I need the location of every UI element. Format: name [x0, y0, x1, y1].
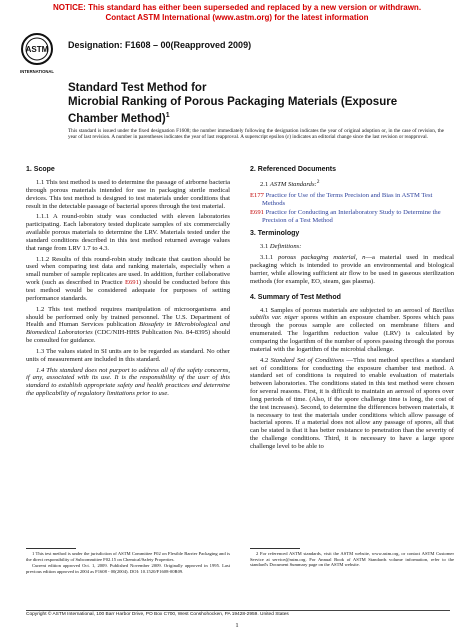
- footnotes-left: [26, 551, 230, 575]
- page-number: 1: [235, 622, 239, 629]
- title-footnote-mark[interactable]: 1: [165, 112, 170, 119]
- title-line-3: Chamber Method)$^1$: [68, 112, 170, 125]
- supersession-notice: [0, 3, 474, 22]
- para-1-2: 1.2 This test method requires manipulation of microorganisms and should be performed only by trained personnel. The U.S. Department of Health and Human Services publication Biosafety in Microbiological and Biomedical Laboratories (CDC/NIH-HHS Publication No. 84-8395) should be consulted for guidance.: [26, 305, 231, 345]
- para-1-1-1: 1.1.1 A round-robin study was conducted with eleven laboratories participating. Each laboratory tested duplicate samples of six commercially available porous materials to determine the LRV. Materials tested under the standard conditions described in this test method returned average values that range from LRV 1.7 to 4.3.: [26, 213, 230, 252]
- footnote-2-mark[interactable]: 2: [316, 179, 320, 185]
- standard-issuance-note: This standard is issued under the fixed designation F1608; the number immediately following the designation indicates the year of original adoption or, in the case of revision, the year of last revision. A number in parentheses indicates the year of last reapproval. A superscript epsilon (ε) indicates an editorial change since the last revision or reapproval.: [68, 128, 444, 141]
- right-column: [250, 166, 454, 454]
- document-title: [68, 82, 448, 126]
- e691-link[interactable]: E691: [124, 279, 139, 287]
- para-3-1-1: 3.1.1 porous packaging material, n—a material used in medical packaging which is intended to provide an environmental and biological barrier, while allowing sufficient air flow to be used in gaseous sterilization methods (for example, EO, steam, gas plasma).: [250, 254, 454, 285]
- svg-text:ASTM: ASTM: [25, 45, 49, 54]
- svg-text:INTERNATIONAL: INTERNATIONAL: [20, 69, 54, 74]
- left-column: [26, 166, 230, 401]
- section-3-heading: 3. Terminology: [250, 230, 300, 238]
- para-4-2: 4.2 Standard Set of Conditions —This test method specifies a standard set of conditions for conducting the exposure chamber test method. A standard set of conditions is required to enable evaluation of materials between laboratories. The conditions stated in this test method were chosen for several reasons. First, it is difficult to maintain an aerosol of spores over long periods of time. (Also, if the spore challenge time is long, the cost of the test increases). Second, to determine the differences between materials, it is necessary to test the materials under conditions which allow passage of bacterial spores. If a material does not allow any passage of spores, all that can be stated is that it has better resistance to penetration than the severity of the challenge conditions. Third, it is necessary to have a large spore challenge level to be able to: [250, 356, 454, 450]
- section-1-heading: 1. Scope: [26, 166, 55, 173]
- title-line-2: Microbial Ranking of Porous Packaging Materials (Exposure: [68, 95, 398, 108]
- footnote-divider-left: [26, 548, 76, 549]
- footnotes-right: [250, 551, 454, 569]
- section-4-heading: 4. Summary of Test Method: [250, 293, 341, 301]
- para-1-4: 1.4 This standard does not purport to address all of the safety concerns, if any, associated with its use. It is the responsibility of the user of this standard to establish appropriate safety and health practices and determine the applicability of regulatory limitations prior to use.: [26, 366, 230, 398]
- footnote-1: 1 This test method is under the jurisdiction of ASTM Committee F02 on Flexible Barrier Packaging and is the direct responsibility of Subcommittee F02.15 on Chemical/Safety Properties.: [26, 551, 230, 562]
- footnote-1-edition: Current edition approved Oct. 1, 2009. Published November 2009. Originally approved in 1995. Last previous edition approved in 2004 as F1608 - 00(2004). DOI: 10.1520/F1608-00R09.: [26, 563, 230, 574]
- notice-line-1: NOTICE: This standard has either been superseded and replaced by a new version or withdrawn.: [52, 3, 422, 12]
- copyright-line: Copyright © ASTM International, 100 Barr Harbor Drive, PO Box C700, West Conshohocken, PA 19428-2959. United States: [26, 612, 289, 617]
- designation: Designation: F1608 – 00(Reapproved 2009): [68, 40, 252, 50]
- reference-e177[interactable]: E177 Practice for Use of the Terms Precision and Bias in ASTM Test Methods: [250, 192, 433, 207]
- astm-logo: [20, 32, 54, 76]
- para-3-1: 3.1 Definitions:: [260, 243, 302, 251]
- page-footer-divider: [26, 610, 450, 611]
- section-2-heading: 2. Referenced Documents: [250, 166, 336, 173]
- para-1-1-2: 1.1.2 Results of this round-robin study indicate that caution should be used when comparing test data and ranking materials, especially when a small number of sample replicates are used. In addition, further collaborative work (such as described in Practice E691) should be conducted before this test method would be considered adequate for purposes of setting performance standards.: [26, 255, 230, 302]
- para-4-1: 4.1 Samples of porous materials are subjected to an aerosol of Bacillus subtilis var. niger spores within an exposure chamber. Spores which pass through the porous sample are collected on membrane filters and enumerated. The logarithm reduction value (LRV) is calculated by comparing the logarithm of the number of spores passing through the porous material with the logarithm of the microbial challenge.: [250, 306, 454, 353]
- para-2-1: 2.1 ASTM Standards:$^2$: [260, 179, 320, 189]
- para-1-3: 1.3 The values stated in SI units are to be regarded as standard. No other units of measurement are included in this standard.: [26, 347, 230, 363]
- notice-line-2: Contact ASTM International (www.astm.org) for the latest information: [105, 12, 369, 22]
- para-1-1: 1.1 This test method is used to determine the passage of airborne bacteria through porous materials intended for use in packaging sterile medical devices. This test method is designed to test materials under conditions that result in the detectable passage of bacterial spores through the test material.: [26, 179, 230, 210]
- astm-logo-icon: [20, 32, 54, 76]
- reference-e691[interactable]: E691 Practice for Conducting an Interlaboratory Study to Determine the Precision of a Test Method: [250, 208, 441, 224]
- title-line-1: Standard Test Method for: [68, 82, 207, 94]
- footnote-divider-right: [250, 548, 300, 549]
- footnote-2: 2 For referenced ASTM standards, visit the ASTM website, www.astm.org, or contact ASTM Customer Service at service@astm.org. For Annual Book of ASTM Standards volume information, refer to the standard's Document Summary page on the ASTM website.: [250, 551, 454, 568]
